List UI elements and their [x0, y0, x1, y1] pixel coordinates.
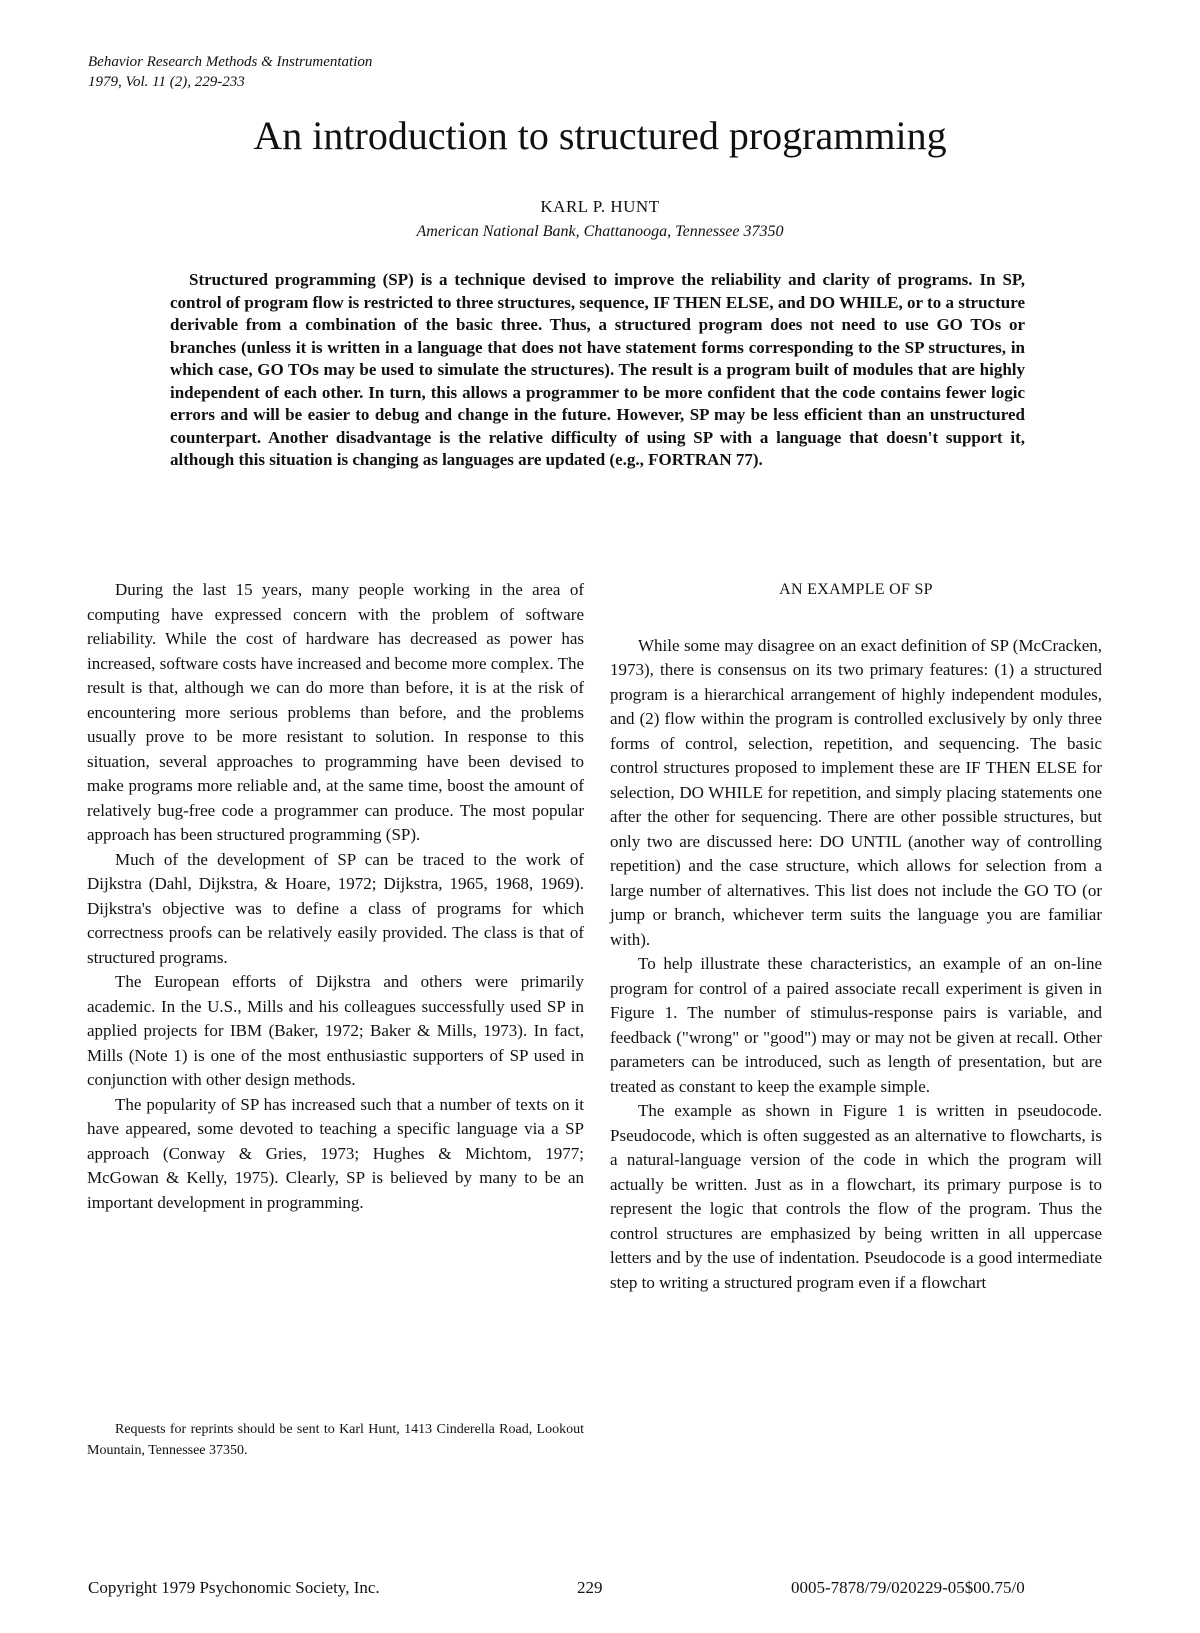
footer-copyright: Copyright 1979 Psychonomic Society, Inc. — [88, 1578, 380, 1597]
footer-code: 0005-7878/79/020229-05$00.75/0 — [791, 1578, 1025, 1597]
page-number: 229 — [577, 1578, 603, 1597]
body-paragraph: The popularity of SP has increased such that a number of texts on it have appeared, some devoted to teaching a specific language via a SP approach (Conway & Gries, 1973; Hughes & Michtom, 1977; McGowan & Kelly, 1975). Clearly, SP is believed by many to be an important development in programming. — [87, 1094, 584, 1212]
body-paragraph: The European efforts of Dijkstra and others were primarily academic. In the U.S., Mills and his colleagues successfully used SP in applied projects for IBM (Baker, 1972; Baker & Mills, 1973). In fact, Mills (Note 1) is one of the most enthusiastic supporters of SP used in conjunction with other design methods. — [87, 972, 584, 1089]
journal-name: Behavior Research Methods & Instrumentation — [88, 54, 373, 70]
body-paragraph: To help illustrate these characteristics, an example of an on-line program for control of a paired associate recall experiment is given in Figure 1. The number of stimulus-response pairs is variable, and feedback ("wrong" or "good") may or may not be given at recall. Other parameters can be introduced, such as length of presentation, but are treated as constant to keep the example simple. — [610, 954, 1102, 1096]
author-name: KARL P. HUNT — [540, 197, 660, 216]
right-column — [610, 578, 1102, 1295]
body-paragraph: While some may disagree on an exact definition of SP (McCracken, 1973), there is consensus on its two primary features: (1) a structured program is a hierarchical arrangement of highly independent modules, and (2) flow within the program is controlled exclusively by only three forms of control, selection, repetition, and sequencing. The basic control structures proposed to implement these are IF THEN ELSE for selection, DO WHILE for repetition, and simply placing statements one after the other for sequencing. There are other possible structures, but only two are discussed here: DO UNTIL (another way of controlling repetition) and the case structure, which allows for selection from a large number of alternatives. This list does not include the GO TO (or jump or branch, whichever term suits the language you are familiar with). — [610, 635, 1102, 949]
journal-volume: 1979, Vol. 11 (2), 229-233 — [88, 74, 245, 90]
body-paragraph: The example as shown in Figure 1 is written in pseudocode. Pseudocode, which is often suggested as an alternative to flowcharts, is a natural-language version of the code in which the program will actually be written. Just as in a flowchart, its primary purpose is to represent the logic that controls the flow of the program. Thus the control structures are emphasized by being written in all uppercase letters and by the use of indentation. Pseudocode is a good intermediate step to writing a structured program even if a flowchart — [610, 1101, 1102, 1292]
left-column — [87, 578, 584, 1215]
body-paragraph: During the last 15 years, many people working in the area of computing have expressed concern with the problem of software reliability. While the cost of hardware has decreased as power has increased, software costs have increased and become more complex. The result is that, although we can do more than before, it is at the risk of encountering more serious problems than before, and the problems usually prove to be more resistant to solution. In response to this situation, several approaches to programming have been devised to make programs more reliable and, at the same time, boost the amount of relatively bug-free code a programmer can produce. The most popular approach has been structured programming (SP). — [87, 580, 584, 844]
journal-citation — [88, 52, 372, 92]
abstract: Structured programming (SP) is a technique devised to improve the reliability and clarity of programs. In SP, control of program flow is restricted to three structures, sequence, IF THEN ELSE, and DO WHILE, or to a structure derivable from a combination of the basic three. Thus, a structured program does not need to use GO TOs or branches (unless it is written in a language that does not have statement forms corresponding to the SP structures, in which case, GO TOs may be used to simulate the structures). The result is a program built of modules that are highly independent of each other. In turn, this allows a programmer to be more confident that the code contains fewer logic errors and will be easier to debug and change in the future. However, SP may be less efficient than an unstructured counterpart. Another disadvantage is the relative difficulty of using SP with a language that doesn't support it, although this situation is changing as languages are updated (e.g., FORTRAN 77). — [170, 270, 1025, 469]
reprint-footnote: Requests for reprints should be sent to Karl Hunt, 1413 Cinderella Road, Lookout Mountain, Tennessee 37350. — [87, 1422, 584, 1458]
section-heading: AN EXAMPLE OF SP — [779, 581, 933, 598]
author-affiliation: American National Bank, Chattanooga, Tennessee 37350 — [416, 223, 784, 240]
body-paragraph: Much of the development of SP can be traced to the work of Dijkstra (Dahl, Dijkstra, & Hoare, 1972; Dijkstra, 1965, 1968, 1969). Dijkstra's objective was to define a class of programs for which correctness proofs can be relatively easily provided. The class is that of structured programs. — [87, 849, 584, 967]
article-title: An introduction to structured programming — [253, 113, 947, 158]
